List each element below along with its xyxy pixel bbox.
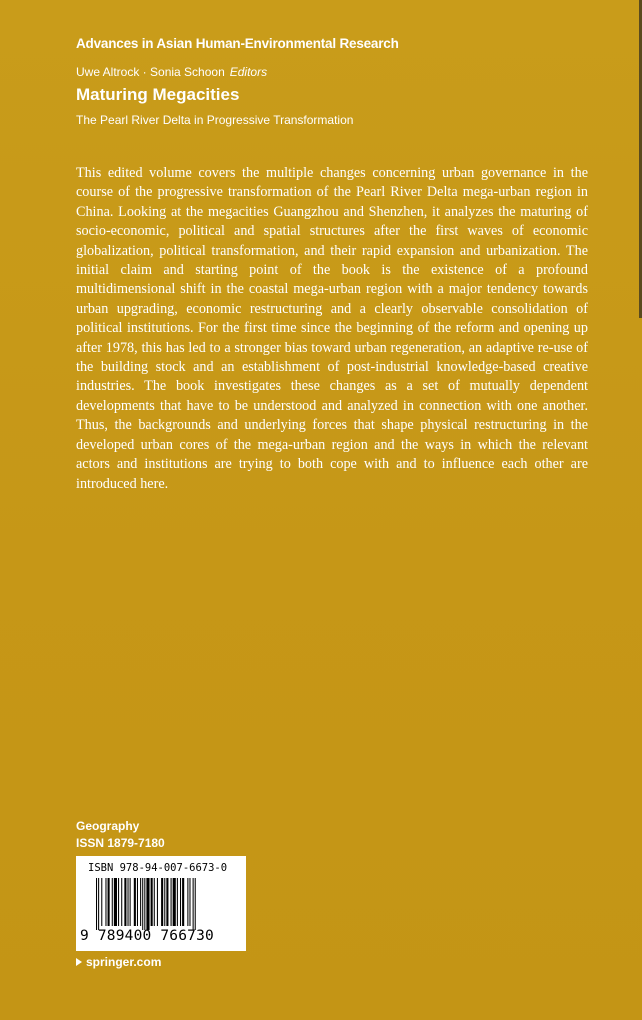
barcode-bar bbox=[189, 878, 190, 926]
barcode-bar bbox=[182, 878, 184, 926]
barcode-bar bbox=[166, 878, 168, 926]
barcode-bar bbox=[105, 878, 106, 926]
barcode-box bbox=[76, 856, 246, 951]
barcode-bar bbox=[151, 878, 153, 926]
barcode-bar bbox=[121, 878, 122, 926]
barcode-bar bbox=[108, 878, 110, 926]
barcode-bar bbox=[144, 878, 145, 930]
barcode-bar bbox=[164, 878, 165, 926]
barcode-bar bbox=[98, 878, 99, 930]
editor-names: Uwe Altrock · Sonia Schoon bbox=[76, 65, 225, 79]
barcode-bar bbox=[128, 878, 129, 926]
barcode-bar bbox=[161, 878, 163, 926]
barcode-bar bbox=[112, 878, 113, 926]
barcode-bar bbox=[154, 878, 155, 926]
barcode-bar bbox=[134, 878, 136, 926]
barcode-bar bbox=[157, 878, 158, 926]
barcode-bar bbox=[137, 878, 138, 926]
publisher-url: springer.com bbox=[86, 955, 162, 969]
arrow-right-icon bbox=[76, 958, 82, 966]
barcode-bar bbox=[101, 878, 102, 926]
barcode-bars bbox=[96, 878, 226, 930]
barcode-bar bbox=[140, 878, 141, 926]
barcode-bar bbox=[187, 878, 188, 926]
publisher-link[interactable] bbox=[76, 955, 161, 969]
barcode-bar bbox=[114, 878, 117, 926]
series-title: Advances in Asian Human-Environmental Research bbox=[76, 36, 399, 51]
blurb-text: This edited volume covers the multiple changes concerning urban governance in the course of the progressive transformation of the Pearl River Delta mega-urban region in China. Looking at the megacities Guangzhou and Shenzhen, it analyzes the maturing of socio-economic, political and spatial structures after the first waves of economic globalization, political transformation, and their rapid expansion and urbanization. The initial claim and starting point of the book is the existence of a profound multidimensional shift in the coastal mega-urban region with a major tendency towards urban upgrading, economic restructuring and a clearly observable consolidation of political institutions. For the first time since the beginning of the reform and opening up after 1978, this has led to a stronger bias toward urban regeneration, an adaptive re-use of the building stock and an establishment of post-industrial knowledge-based creative industries. The book investigates these changes as a set of mutually dependent developments that have to be understood and analyzed in connection with one another. Thus, the backgrounds and underlying forces that shape physical restructuring in the developed urban cores of the mega-urban region and the ways in which the relevant actors and institutions are trying to both cope with and to influence each other are introduced here. bbox=[76, 165, 588, 492]
barcode-bar bbox=[193, 878, 194, 930]
editors-role: Editors bbox=[229, 65, 268, 79]
barcode-bar bbox=[146, 878, 149, 930]
issn-label: ISSN 1879-7180 bbox=[76, 836, 165, 850]
barcode-bar bbox=[130, 878, 131, 926]
barcode-bar bbox=[195, 878, 196, 930]
subject-label: Geography bbox=[76, 819, 140, 833]
barcode-bar bbox=[96, 878, 97, 930]
barcode-bar bbox=[180, 878, 181, 926]
barcode-bar bbox=[118, 878, 119, 926]
barcode-bar bbox=[142, 878, 143, 930]
barcode-digits: 9 789400 766730 bbox=[80, 928, 214, 944]
isbn-label: ISBN 978-94-007-6673-0 bbox=[88, 862, 228, 874]
barcode-bar bbox=[173, 878, 176, 926]
barcode-bar bbox=[177, 878, 178, 926]
book-subtitle: The Pearl River Delta in Progressive Transformation bbox=[76, 113, 354, 127]
editors-line bbox=[76, 65, 267, 79]
book-title: Maturing Megacities bbox=[76, 85, 240, 104]
barcode-bar bbox=[124, 878, 126, 926]
barcode-bar bbox=[171, 878, 172, 926]
